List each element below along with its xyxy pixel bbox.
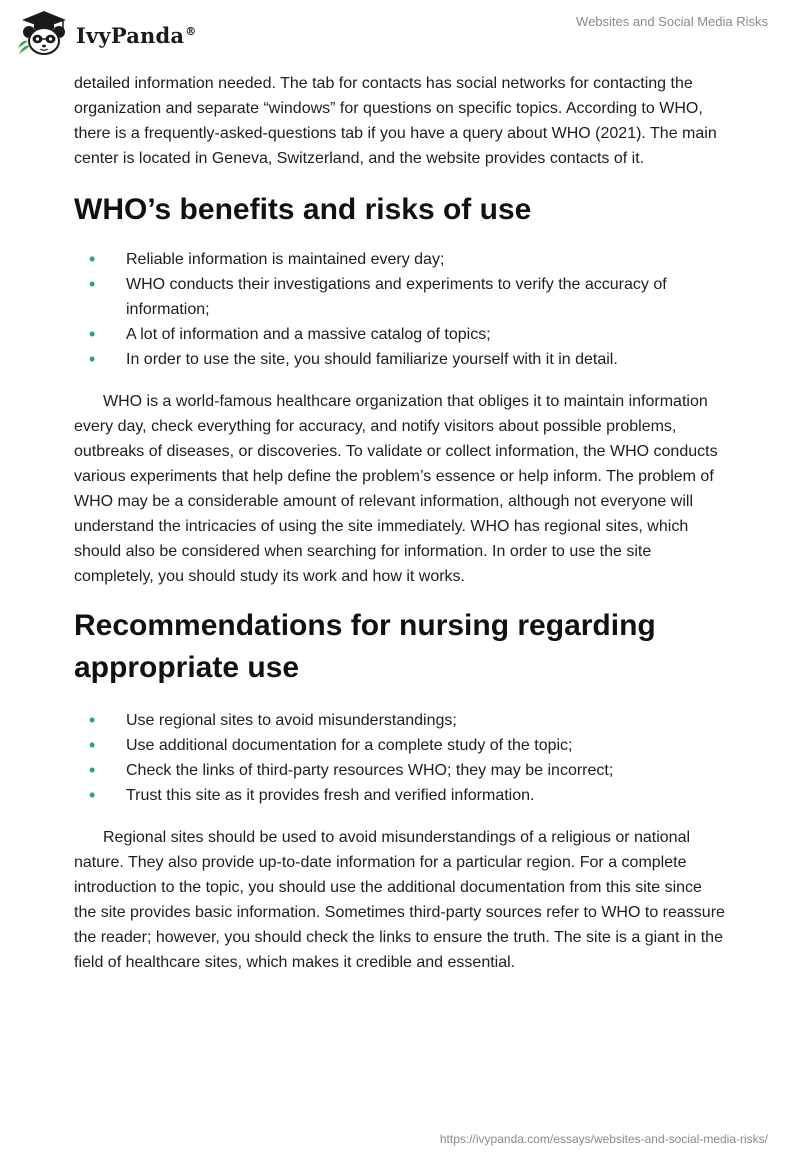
list-item-text: Use regional sites to avoid misunderstandings; [126,712,457,729]
ivypanda-logo[interactable] [16,8,196,58]
brand-name: IvyPanda® [76,22,197,48]
list-item [74,733,726,758]
page-header [0,0,800,70]
bullet-dot-icon: • [89,710,96,730]
intro-paragraph: detailed information needed. The tab for contacts has social networks for contacting the organization and separate “windows” for questions on specific topics. According to WHO, there is a frequently-asked-questions tab if you have a query about WHO (2021). The main center is located in Geneva, Switzerland, and the website provides contacts of it. [74,75,717,167]
list-item-text: Check the links of third-party resources WHO; they may be incorrect; [126,762,614,779]
section-heading-recommendations: Recommendations for nursing regarding appropriate use [74,609,656,684]
bullet-dot-icon: • [89,249,96,269]
panda-graduate-icon [16,8,72,58]
bullet-dot-icon: • [89,760,96,780]
list-item [74,708,726,733]
bullet-dot-icon: • [89,274,96,294]
list-item-text: Trust this site as it provides fresh and verified information. [126,787,535,804]
bullet-dot-icon: • [89,785,96,805]
list-item-text: Reliable information is maintained every day; [126,251,445,268]
document-title: Websites and Social Media Risks [576,14,768,29]
list-item [74,247,726,272]
list-item-text: In order to use the site, you should familiarize yourself with it in detail. [126,351,618,368]
list-item [74,347,726,372]
footer-source-url[interactable]: https://ivypanda.com/essays/websites-and-social-media-risks/ [439,1132,768,1146]
list-item [74,758,726,783]
registered-mark: ® [185,24,197,38]
list-item-text: A lot of information and a massive catalog of topics; [126,326,491,343]
bullet-dot-icon: • [89,349,96,369]
list-item [74,322,726,347]
bullet-dot-icon: • [89,735,96,755]
list-item-text: Use additional documentation for a complete study of the topic; [126,737,573,754]
essay-content [74,71,726,975]
section-heading-benefits-risks: WHO’s benefits and risks of use [74,193,532,226]
bullet-dot-icon: • [89,324,96,344]
recommendations-paragraph: Regional sites should be used to avoid misunderstandings of a religious or national nature. They also provide up-to-date information for a particular region. For a complete introduction to the topic, you should use the additional documentation from this site since the site provides basic information. Sometimes third-party sources refer to WHO to reassure the reader; however, you should check the links to ensure the truth. The site is a giant in the field of healthcare sites, which makes it credible and essential. [74,829,725,971]
list-item [74,272,726,322]
list-item-text: WHO conducts their investigations and experiments to verify the accuracy of information; [126,276,667,318]
benefits-risks-list [74,247,726,372]
list-item [74,783,726,808]
recommendations-list [74,708,726,808]
benefits-risks-paragraph: WHO is a world-famous healthcare organization that obliges it to maintain information every day, check everything for accuracy, and notify visitors about possible problems, outbreaks of diseases, or discoveries. To validate or collect information, the WHO conducts various experiments that help define the problem’s essence or help inform. The problem of WHO may be a considerable amount of relevant information, although not everyone will understand the intricacies of using the site immediately. WHO has regional sites, which should also be considered when searching for information. In order to use the site completely, you should study its work and how it works. [74,393,718,585]
